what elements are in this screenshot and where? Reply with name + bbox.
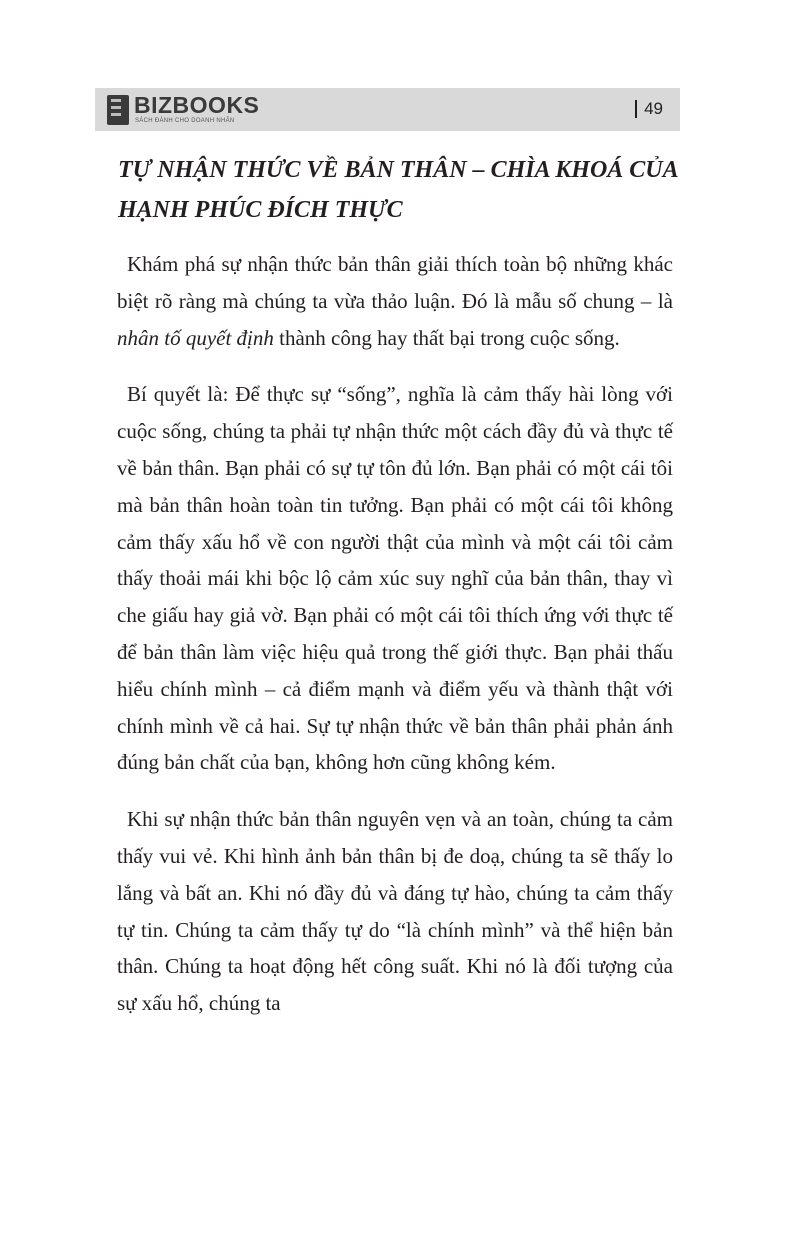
book-icon [107, 95, 129, 125]
emphasis-text: nhân tố quyết định [117, 325, 274, 350]
paragraph-1-text: Khám phá sự nhận thức bản thân giải thích toàn bộ những khác biệt rõ ràng mà chúng ta vừa thảo luận. Đó là mẫu số chung – là [117, 252, 673, 313]
paragraph-1 [117, 246, 673, 356]
logo-brand-name: BIZBOOKS [134, 92, 260, 118]
chapter-title: TỰ NHẬN THỨC VỀ BẢN THÂN – CHÌA KHOÁ CỦA HẠNH PHÚC ĐÍCH THỰC [118, 157, 678, 223]
paragraph-1-text-end: thành công hay thất bại trong cuộc sống. [273, 325, 620, 350]
page-header [95, 88, 680, 131]
logo-tagline: SÁCH ĐÁNH CHO DOANH NHÂN [135, 118, 235, 124]
page-number: 49 [644, 99, 663, 118]
bizbooks-logo [107, 92, 260, 127]
paragraph-2: Bí quyết là: Để thực sự “sống”, nghĩa là cảm thấy hài lòng với cuộc sống, chúng ta phải tự nhận thức một cách đầy đủ và thực tế về bản thân. Bạn phải có sự tự tôn đủ lớn. Bạn phải có một cái tôi mà bản thân hoàn toàn tin tưởng. Bạn phải có một cái tôi không cảm thấy xấu hổ về con người thật của mình và một cái tôi cảm thấy thoải mái khi bộc lộ cảm xúc suy nghĩ của bản thân, thay vì che giấu hay giả vờ. Bạn phải có một cái tôi thích ứng với thực tế để bản thân làm việc hiệu quả trong thế giới thực. Bạn phải thấu hiểu chính mình – cả điểm mạnh và điểm yếu và thành thật với chính mình về cả hai. Sự tự nhận thức về bản thân phải phản ánh đúng bản chất của bạn, không hơn cũng không kém. [117, 382, 673, 775]
paragraph-3: Khi sự nhận thức bản thân nguyên vẹn và an toàn, chúng ta cảm thấy vui vẻ. Khi hình ảnh bản thân bị đe doạ, chúng ta sẽ thấy lo lắng và bất an. Khi nó đầy đủ và đáng tự hào, chúng ta cảm thấy tự tin. Chúng ta cảm thấy tự do “là chính mình” và thể hiện bản thân. Chúng ta hoạt động hết công suất. Khi nó là đối tượng của sự xấu hổ, chúng ta [117, 807, 673, 1016]
body-text [117, 246, 673, 1042]
